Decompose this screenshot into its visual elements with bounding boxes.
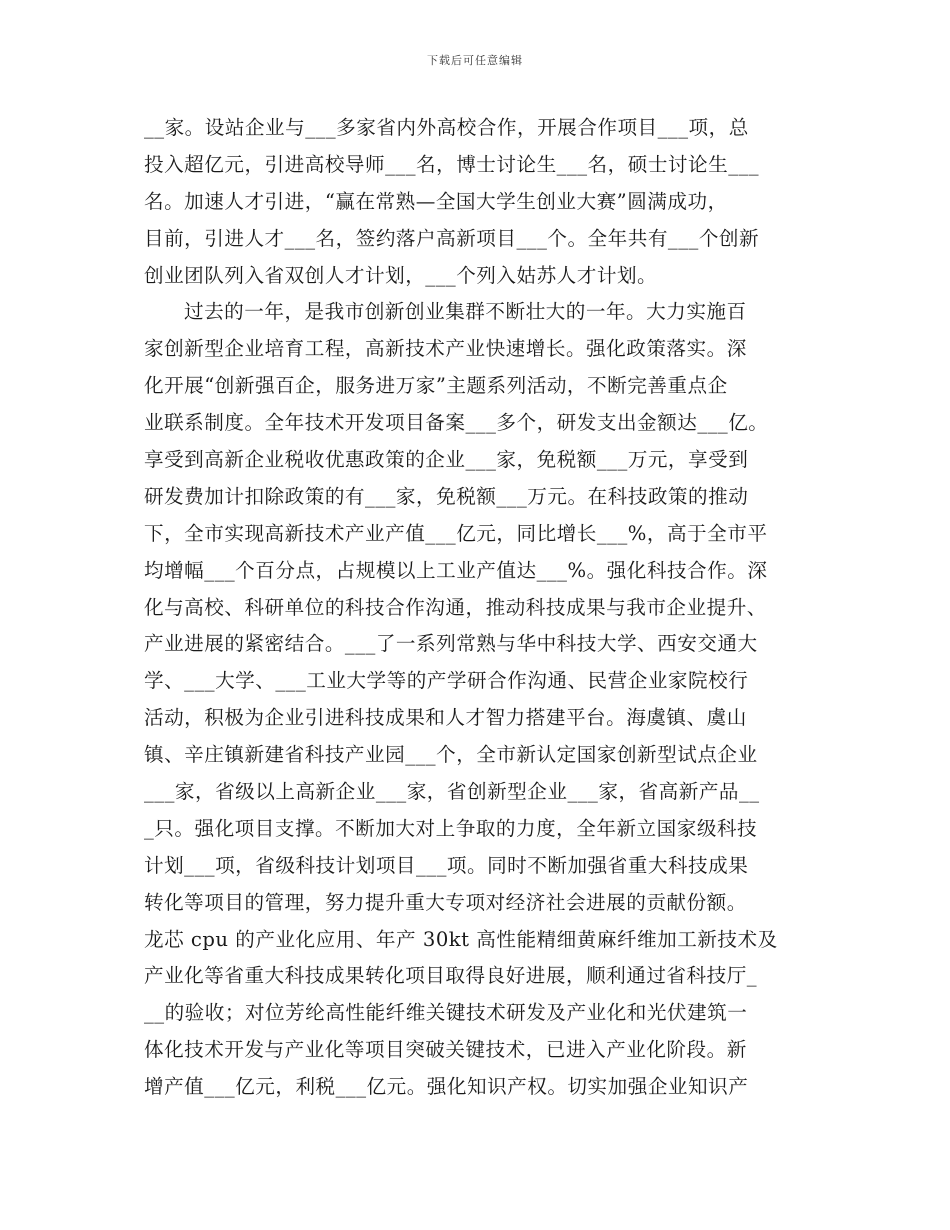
text-line: 均增幅___个百分点，占规模以上工业产值达___%。强化科技合作。深 <box>144 558 768 582</box>
text-line: 转化等项目的管理，努力提升重大专项对经济社会进展的贡献份额。 <box>144 890 747 914</box>
text-line: 体化技术开发与产业化等项目突破关键技术，已进入产业化阶段。新 <box>144 1038 747 1062</box>
text-line: ___家，省级以上高新企业___家，省创新型企业___家，省高新产品__ <box>144 780 760 804</box>
text-line: 目前，引进人才___名，签约落户高新项目___个。全年共有___个创新 <box>144 226 760 250</box>
text-line: 产业进展的紧密结合。___了一系列常熟与华中科技大学、西安交通大 <box>144 632 758 656</box>
document-body <box>144 110 820 1106</box>
text-line: 化与高校、科研单位的科技合作沟通，推动科技成果与我市企业提升、 <box>144 595 767 619</box>
text-line: 下，全市实现高新技术产业产值___亿元，同比增长___%，高于全市平 <box>144 521 768 545</box>
text-line: 计划___项，省级科技计划项目___项。同时不断加强省重大科技成果 <box>144 853 749 877</box>
page-header: 下载后可任意编辑 <box>427 54 523 67</box>
text-line: 享受到高新企业税收优惠政策的企业___家，免税额___万元，享受到 <box>144 448 749 472</box>
text-line: 学、___大学、___工业大学等的产学研合作沟通、民营企业家院校行 <box>144 669 749 693</box>
text-line: 镇、辛庄镇新建省科技产业园___个，全市新认定国家创新型试点企业 <box>144 743 758 767</box>
text-line: 名。加速人才引进，“赢在常熟—全国大学生创业大赛”圆满成功， <box>144 189 728 213</box>
text-line: 产业化等省重大科技成果转化项目取得良好进展，顺利通过省科技厅_ <box>144 964 758 988</box>
text-line: __的验收；对位芳纶高性能纤维关键技术研发及产业化和光伏建筑一 <box>144 1001 748 1025</box>
text-line: 增产值___亿元，利税___亿元。强化知识产权。切实加强企业知识产 <box>144 1075 749 1099</box>
text-line: 活动，积极为企业引进科技成果和人才智力搭建平台。海虞镇、虞山 <box>144 706 747 730</box>
text-line: 家创新型企业培育工程，高新技术产业快速增长。强化政策落实。深 <box>144 337 747 361</box>
text-line: __家。设站企业与___多家省内外高校合作，开展合作项目___项，总 <box>144 116 749 139</box>
text-line: 龙芯 cpu 的产业化应用、年产 30kt 高性能精细黄麻纤维加工新技术及 <box>144 927 778 951</box>
text-line: 业联系制度。全年技术开发项目备案___多个，研发支出金额达___亿。 <box>144 411 769 435</box>
text-line: _只。强化项目支撑。不断加大对上争取的力度，全年新立国家级科技 <box>144 816 758 840</box>
text-line: 创业团队列入省双创人才计划，___个列入姑苏人才计划。 <box>144 263 658 287</box>
text-line: 化开展“创新强百企，服务进万家”主题系列活动，不断完善重点企 <box>144 374 728 398</box>
paragraph-first-line: 过去的一年，是我市创新创业集群不断壮大的一年。大力实施百 <box>184 300 747 324</box>
text-line: 投入超亿元，引进高校导师___名，博士讨论生___名，硕士讨论生___ <box>144 152 760 176</box>
text-line: 研发费加计扣除政策的有___家，免税额___万元。在科技政策的推动 <box>144 484 749 508</box>
